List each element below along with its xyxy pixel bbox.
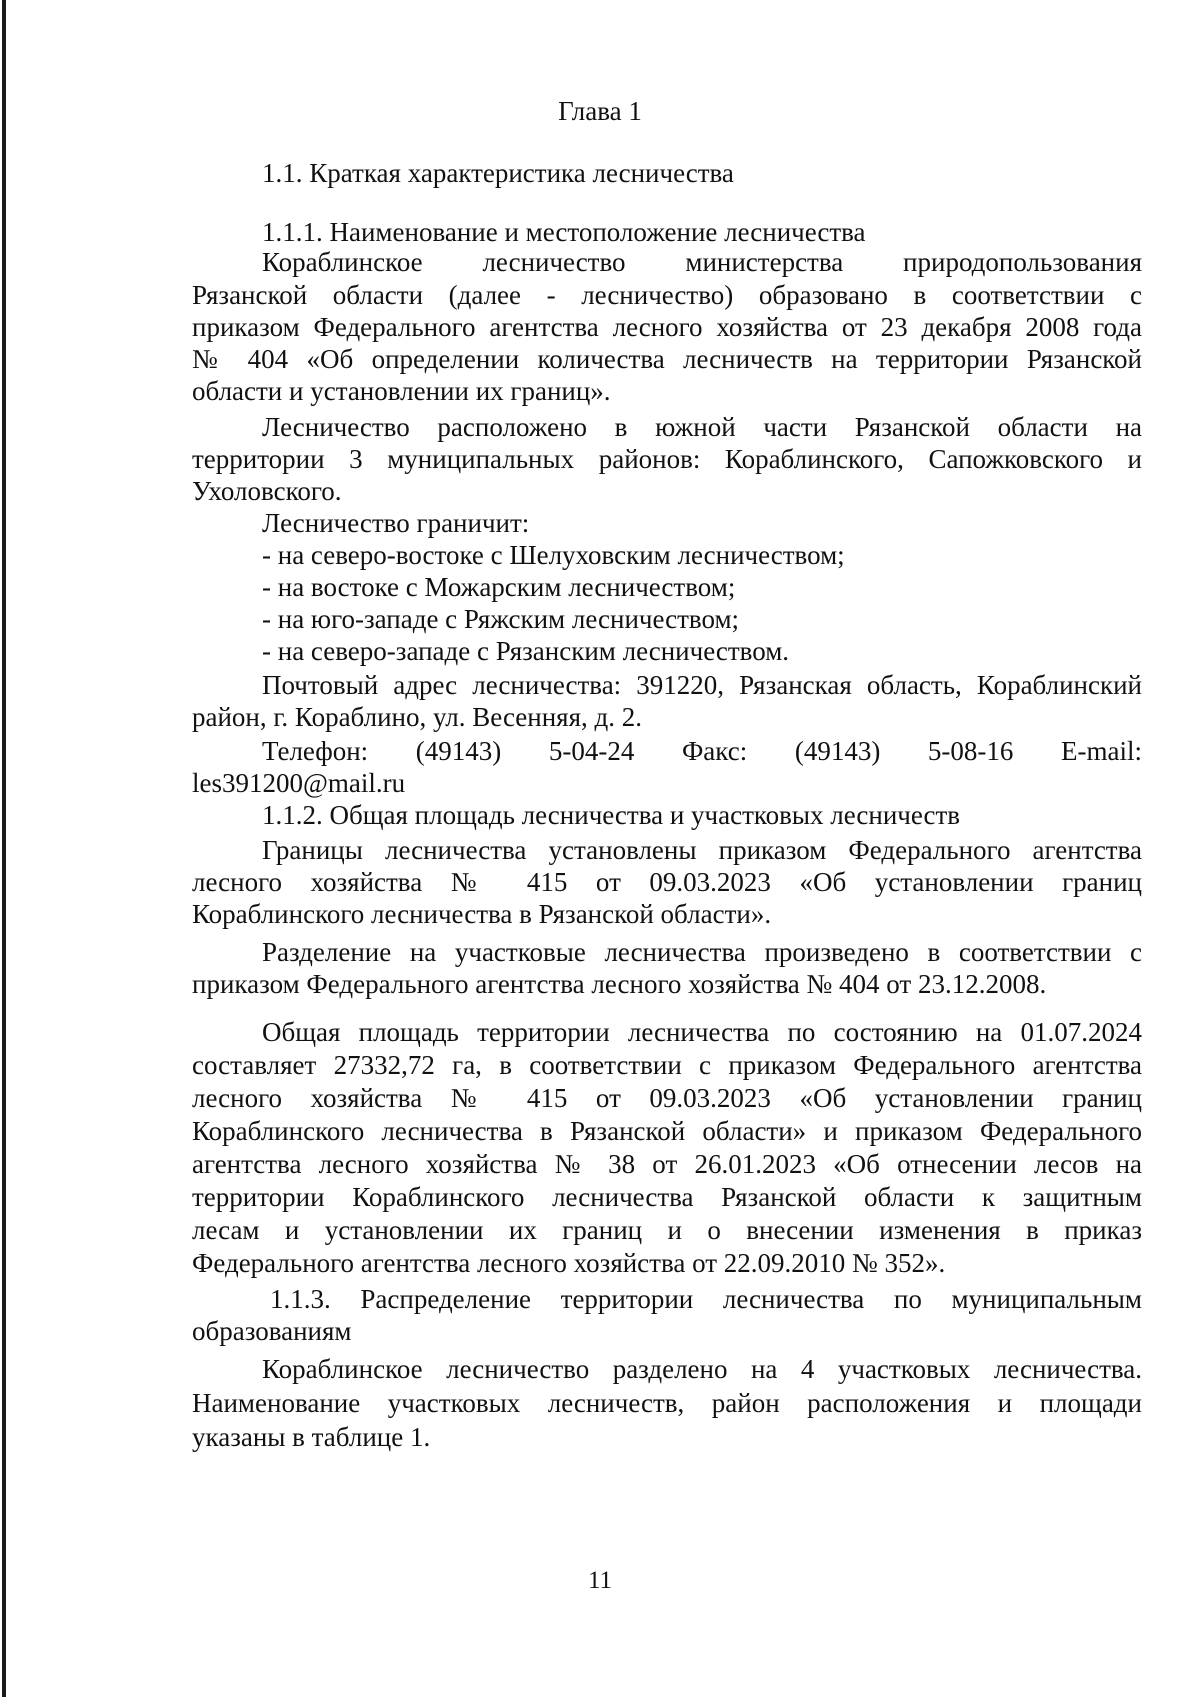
page-number: 11 bbox=[587, 1567, 613, 1594]
paragraph-2-line-2: территории 3 муниципальных районов: Кораблинского, Сапожковского и bbox=[192, 444, 1142, 474]
paragraph-4-line-2: приказом Федерального агентства лесного хозяйства № 404 от 23.12.2008. bbox=[192, 969, 1047, 999]
paragraph-5-line-8: Федерального агентства лесного хозяйства от 22.09.2010 № 352». bbox=[192, 1248, 946, 1278]
paragraph-6-line-3: указаны в таблице 1. bbox=[192, 1422, 431, 1452]
borders-intro: Лесничество граничит: bbox=[262, 508, 530, 538]
address-line-1: Почтовый адрес лесничества: 391220, Рязанская область, Кораблинский bbox=[262, 670, 1142, 700]
contacts-email: les391200@mail.ru bbox=[192, 768, 406, 798]
paragraph-1-line-3: приказом Федерального агентства лесного хозяйства от 23 декабря 2008 года bbox=[192, 312, 1142, 342]
border-item: - на юго-западе с Ряжским лесничеством; bbox=[262, 604, 740, 634]
paragraph-1-line-5: области и установлении их границ». bbox=[192, 376, 611, 406]
paragraph-4-line-1: Разделение на участковые лесничества произведено в соответствии с bbox=[262, 937, 1142, 967]
paragraph-5-line-7: лесам и установлении их границ и о внесении изменения в приказ bbox=[192, 1215, 1142, 1245]
paragraph-2-line-1: Лесничество расположено в южной части Рязанской области на bbox=[262, 412, 1142, 442]
paragraph-3-line-2: лесного хозяйства № 415 от 09.03.2023 «Об установлении границ bbox=[192, 867, 1142, 897]
paragraph-5-line-2: составляет 27332,72 га, в соответствии с приказом Федерального агентства bbox=[192, 1050, 1142, 1080]
section-1-1-3-heading-line-2: образованиям bbox=[192, 1316, 352, 1346]
paragraph-3-line-1: Границы лесничества установлены приказом Федерального агентства bbox=[262, 835, 1142, 865]
paragraph-1-line-1: Кораблинское лесничество министерства природопользования bbox=[262, 247, 1142, 277]
paragraph-5-line-4: Кораблинского лесничества в Рязанской области» и приказом Федерального bbox=[192, 1116, 1142, 1146]
section-1-1-2-heading: 1.1.2. Общая площадь лесничества и участковых лесничеств bbox=[262, 800, 961, 830]
border-item: - на северо-востоке с Шелуховским лесничеством; bbox=[262, 540, 845, 570]
paragraph-5-line-1: Общая площадь территории лесничества по состоянию на 01.07.2024 bbox=[262, 1017, 1142, 1047]
paragraph-5-line-3: лесного хозяйства № 415 от 09.03.2023 «Об установлении границ bbox=[192, 1083, 1142, 1113]
section-1-1-1-heading: 1.1.1. Наименование и местоположение лесничества bbox=[262, 217, 866, 247]
paragraph-1-line-4: № 404 «Об определении количества лесничеств на территории Рязанской bbox=[192, 344, 1142, 374]
paragraph-2-line-3: Ухоловского. bbox=[192, 476, 342, 506]
section-1-1-heading: 1.1. Краткая характеристика лесничества bbox=[262, 158, 734, 188]
paragraph-5-line-6: территории Кораблинского лесничества Рязанской области к защитным bbox=[192, 1182, 1142, 1212]
border-item: - на востоке с Можарским лесничеством; bbox=[262, 572, 736, 602]
border-item: - на северо-западе с Рязанским лесничеством. bbox=[262, 636, 790, 666]
section-1-1-3-heading-line-1: 1.1.3. Распределение территории лесничества по муниципальным bbox=[270, 1284, 1142, 1314]
paragraph-6-line-1: Кораблинское лесничество разделено на 4 участковых лесничества. bbox=[262, 1354, 1142, 1384]
address-line-2: район, г. Кораблино, ул. Весенняя, д. 2. bbox=[192, 702, 642, 732]
paragraph-3-line-3: Кораблинского лесничества в Рязанской области». bbox=[192, 899, 772, 929]
chapter-title: Глава 1 bbox=[558, 96, 642, 126]
scan-edge-border bbox=[2, 0, 6, 1697]
paragraph-6-line-2: Наименование участковых лесничеств, район расположения и площади bbox=[192, 1388, 1142, 1418]
contacts-line-1: Телефон: (49143) 5-04-24 Факс: (49143) 5-08-16 E-mail: bbox=[262, 736, 1142, 766]
paragraph-5-line-5: агентства лесного хозяйства № 38 от 26.01.2023 «Об отнесении лесов на bbox=[192, 1149, 1142, 1179]
paragraph-1-line-2: Рязанской области (далее - лесничество) образовано в соответствии с bbox=[192, 280, 1142, 310]
